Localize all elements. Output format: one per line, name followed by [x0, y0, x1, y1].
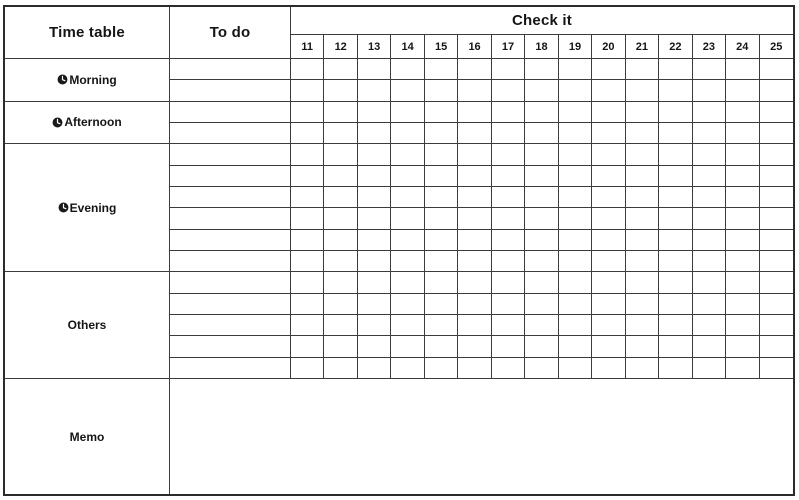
day-number-cell: 11: [291, 35, 324, 59]
check-cell[interactable]: [458, 102, 491, 123]
check-cell[interactable]: [391, 272, 424, 293]
check-cell[interactable]: [592, 336, 625, 357]
check-cell[interactable]: [458, 80, 491, 101]
todo-cell[interactable]: [170, 336, 291, 357]
check-cell[interactable]: [324, 144, 357, 165]
section-others: [5, 272, 170, 379]
check-cell[interactable]: [626, 272, 659, 293]
check-cell[interactable]: [391, 187, 424, 208]
section-label: Evening: [69, 200, 117, 215]
check-cell[interactable]: [726, 294, 759, 315]
check-cell[interactable]: [291, 294, 324, 315]
todo-cell[interactable]: [170, 187, 291, 208]
section-morning: [5, 59, 170, 102]
check-cell[interactable]: [358, 315, 391, 336]
check-cell[interactable]: [760, 230, 793, 251]
check-cell[interactable]: [324, 208, 357, 229]
check-cell[interactable]: [358, 251, 391, 272]
check-cell[interactable]: [693, 123, 726, 144]
check-cell[interactable]: [492, 272, 525, 293]
check-cell[interactable]: [291, 272, 324, 293]
check-cell[interactable]: [559, 208, 592, 229]
check-cell[interactable]: [726, 230, 759, 251]
day-number-cell: 20: [592, 35, 625, 59]
day-number-cell: 21: [626, 35, 659, 59]
check-cell[interactable]: [391, 336, 424, 357]
check-cell[interactable]: [425, 144, 458, 165]
check-cell[interactable]: [291, 123, 324, 144]
check-cell[interactable]: [358, 358, 391, 379]
day-number-cell: 24: [726, 35, 759, 59]
check-cell[interactable]: [525, 336, 558, 357]
check-cell[interactable]: [559, 187, 592, 208]
check-cell[interactable]: [492, 358, 525, 379]
check-cell[interactable]: [324, 315, 357, 336]
check-cell[interactable]: [458, 358, 491, 379]
day-number-cell: 25: [760, 35, 793, 59]
check-cell[interactable]: [726, 208, 759, 229]
check-cell[interactable]: [592, 251, 625, 272]
check-cell[interactable]: [559, 336, 592, 357]
check-cell[interactable]: [492, 336, 525, 357]
check-cell[interactable]: [693, 187, 726, 208]
check-cell[interactable]: [291, 102, 324, 123]
check-cell[interactable]: [659, 208, 692, 229]
check-cell[interactable]: [358, 166, 391, 187]
check-cell[interactable]: [425, 123, 458, 144]
check-cell[interactable]: [659, 230, 692, 251]
check-cell[interactable]: [726, 80, 759, 101]
check-cell[interactable]: [693, 102, 726, 123]
check-cell[interactable]: [425, 187, 458, 208]
check-cell[interactable]: [726, 59, 759, 80]
check-cell[interactable]: [693, 251, 726, 272]
check-cell[interactable]: [324, 187, 357, 208]
check-cell[interactable]: [425, 59, 458, 80]
check-cell[interactable]: [693, 315, 726, 336]
check-cell[interactable]: [626, 59, 659, 80]
check-cell[interactable]: [592, 208, 625, 229]
check-cell[interactable]: [391, 358, 424, 379]
check-cell[interactable]: [492, 102, 525, 123]
check-cell[interactable]: [559, 251, 592, 272]
check-cell[interactable]: [693, 166, 726, 187]
todo-cell[interactable]: [170, 272, 291, 293]
check-cell[interactable]: [391, 102, 424, 123]
check-cell[interactable]: [291, 80, 324, 101]
check-cell[interactable]: [291, 208, 324, 229]
check-cell[interactable]: [525, 59, 558, 80]
check-cell[interactable]: [492, 208, 525, 229]
check-cell[interactable]: [559, 294, 592, 315]
check-cell[interactable]: [525, 315, 558, 336]
check-cell[interactable]: [559, 102, 592, 123]
section-memo: [5, 379, 170, 494]
check-cell[interactable]: [525, 123, 558, 144]
check-cell[interactable]: [391, 230, 424, 251]
check-cell[interactable]: [592, 187, 625, 208]
check-cell[interactable]: [726, 315, 759, 336]
check-cell[interactable]: [358, 336, 391, 357]
check-cell[interactable]: [391, 315, 424, 336]
check-cell[interactable]: [525, 251, 558, 272]
check-cell[interactable]: [626, 336, 659, 357]
todo-cell[interactable]: [170, 251, 291, 272]
check-cell[interactable]: [726, 123, 759, 144]
section-label: Memo: [69, 429, 105, 444]
day-number-cell: 23: [693, 35, 726, 59]
check-cell[interactable]: [626, 251, 659, 272]
memo-area[interactable]: [170, 379, 793, 494]
check-cell[interactable]: [592, 102, 625, 123]
check-cell[interactable]: [425, 208, 458, 229]
check-cell[interactable]: [760, 336, 793, 357]
check-cell[interactable]: [760, 251, 793, 272]
check-cell[interactable]: [659, 251, 692, 272]
check-cell[interactable]: [425, 336, 458, 357]
check-cell[interactable]: [458, 294, 491, 315]
check-cell[interactable]: [425, 272, 458, 293]
check-cell[interactable]: [291, 315, 324, 336]
check-cell[interactable]: [559, 315, 592, 336]
check-cell[interactable]: [693, 294, 726, 315]
check-cell[interactable]: [425, 166, 458, 187]
check-cell[interactable]: [592, 59, 625, 80]
check-cell[interactable]: [659, 123, 692, 144]
check-cell[interactable]: [458, 272, 491, 293]
check-cell[interactable]: [693, 208, 726, 229]
check-cell[interactable]: [458, 144, 491, 165]
check-cell[interactable]: [425, 315, 458, 336]
check-cell[interactable]: [291, 230, 324, 251]
check-cell[interactable]: [324, 80, 357, 101]
day-number-cell: 22: [659, 35, 692, 59]
check-cell[interactable]: [458, 123, 491, 144]
check-cell[interactable]: [324, 123, 357, 144]
check-cell[interactable]: [760, 358, 793, 379]
check-cell[interactable]: [726, 102, 759, 123]
check-cell[interactable]: [391, 144, 424, 165]
check-cell[interactable]: [592, 272, 625, 293]
clock-icon: [52, 117, 63, 128]
check-cell[interactable]: [760, 187, 793, 208]
todo-cell[interactable]: [170, 102, 291, 123]
check-it-header: Check it: [291, 7, 793, 35]
check-cell[interactable]: [324, 358, 357, 379]
check-cell[interactable]: [324, 59, 357, 80]
check-cell[interactable]: [324, 102, 357, 123]
check-cell[interactable]: [693, 272, 726, 293]
check-cell[interactable]: [525, 144, 558, 165]
check-cell[interactable]: [626, 315, 659, 336]
todo-header: To do: [170, 7, 291, 59]
check-cell[interactable]: [559, 144, 592, 165]
todo-cell[interactable]: [170, 166, 291, 187]
check-cell[interactable]: [525, 80, 558, 101]
check-cell[interactable]: [726, 358, 759, 379]
check-cell[interactable]: [726, 251, 759, 272]
check-cell[interactable]: [492, 187, 525, 208]
day-number-cell: 13: [358, 35, 391, 59]
check-cell[interactable]: [324, 336, 357, 357]
check-cell[interactable]: [291, 336, 324, 357]
section-label: Morning: [69, 72, 117, 87]
check-cell[interactable]: [492, 123, 525, 144]
check-cell[interactable]: [492, 294, 525, 315]
check-cell[interactable]: [659, 166, 692, 187]
check-cell[interactable]: [525, 272, 558, 293]
check-cell[interactable]: [659, 315, 692, 336]
section-label: Afternoon: [64, 115, 122, 130]
check-cell[interactable]: [425, 294, 458, 315]
check-cell[interactable]: [425, 358, 458, 379]
check-cell[interactable]: [391, 208, 424, 229]
check-cell[interactable]: [626, 230, 659, 251]
check-cell[interactable]: [324, 294, 357, 315]
check-cell[interactable]: [458, 230, 491, 251]
check-cell[interactable]: [525, 358, 558, 379]
check-cell[interactable]: [760, 59, 793, 80]
check-cell[interactable]: [659, 336, 692, 357]
check-cell[interactable]: [626, 187, 659, 208]
check-cell[interactable]: [492, 315, 525, 336]
todo-cell[interactable]: [170, 358, 291, 379]
check-cell[interactable]: [358, 208, 391, 229]
check-cell[interactable]: [559, 166, 592, 187]
check-cell[interactable]: [525, 187, 558, 208]
check-cell[interactable]: [559, 230, 592, 251]
check-cell[interactable]: [693, 144, 726, 165]
check-cell[interactable]: [693, 358, 726, 379]
check-cell[interactable]: [525, 208, 558, 229]
check-cell[interactable]: [592, 123, 625, 144]
check-cell[interactable]: [760, 123, 793, 144]
check-cell[interactable]: [659, 358, 692, 379]
clock-icon: [58, 202, 69, 213]
check-cell[interactable]: [525, 166, 558, 187]
check-cell[interactable]: [592, 144, 625, 165]
check-cell[interactable]: [760, 315, 793, 336]
day-number-cell: 19: [559, 35, 592, 59]
day-number-cell: 17: [492, 35, 525, 59]
check-cell[interactable]: [659, 102, 692, 123]
check-cell[interactable]: [458, 251, 491, 272]
check-cell[interactable]: [659, 144, 692, 165]
section-evening: [5, 144, 170, 272]
check-cell[interactable]: [391, 80, 424, 101]
check-cell[interactable]: [291, 187, 324, 208]
check-cell[interactable]: [760, 144, 793, 165]
check-cell[interactable]: [324, 230, 357, 251]
check-cell[interactable]: [391, 251, 424, 272]
check-cell[interactable]: [726, 187, 759, 208]
clock-icon: [57, 74, 68, 85]
check-cell[interactable]: [626, 358, 659, 379]
check-cell[interactable]: [358, 272, 391, 293]
day-number-cell: 18: [525, 35, 558, 59]
check-cell[interactable]: [358, 230, 391, 251]
check-cell[interactable]: [659, 59, 692, 80]
check-cell[interactable]: [760, 294, 793, 315]
check-cell[interactable]: [358, 187, 391, 208]
check-cell[interactable]: [291, 166, 324, 187]
check-cell[interactable]: [358, 294, 391, 315]
check-cell[interactable]: [760, 102, 793, 123]
check-cell[interactable]: [425, 251, 458, 272]
check-cell[interactable]: [391, 59, 424, 80]
check-cell[interactable]: [592, 80, 625, 101]
check-cell[interactable]: [726, 272, 759, 293]
check-cell[interactable]: [626, 144, 659, 165]
check-cell[interactable]: [626, 166, 659, 187]
check-cell[interactable]: [324, 251, 357, 272]
check-cell[interactable]: [659, 187, 692, 208]
check-cell[interactable]: [291, 251, 324, 272]
day-number-cell: 16: [458, 35, 491, 59]
check-cell[interactable]: [626, 102, 659, 123]
check-cell[interactable]: [760, 166, 793, 187]
check-cell[interactable]: [458, 336, 491, 357]
check-cell[interactable]: [525, 230, 558, 251]
check-cell[interactable]: [492, 144, 525, 165]
section-afternoon: [5, 102, 170, 145]
check-cell[interactable]: [525, 294, 558, 315]
check-cell[interactable]: [358, 144, 391, 165]
check-cell[interactable]: [559, 358, 592, 379]
check-cell[interactable]: [492, 166, 525, 187]
time-table-header: Time table: [5, 7, 170, 59]
check-cell[interactable]: [592, 294, 625, 315]
check-cell[interactable]: [626, 123, 659, 144]
check-cell[interactable]: [458, 59, 491, 80]
check-cell[interactable]: [391, 294, 424, 315]
check-cell[interactable]: [760, 272, 793, 293]
check-cell[interactable]: [760, 208, 793, 229]
check-cell[interactable]: [659, 272, 692, 293]
check-cell[interactable]: [425, 80, 458, 101]
check-cell[interactable]: [458, 315, 491, 336]
check-cell[interactable]: [726, 166, 759, 187]
check-cell[interactable]: [726, 144, 759, 165]
todo-cell[interactable]: [170, 230, 291, 251]
day-number-cell: 12: [324, 35, 357, 59]
check-cell[interactable]: [592, 166, 625, 187]
check-cell[interactable]: [693, 80, 726, 101]
check-cell[interactable]: [592, 315, 625, 336]
check-cell[interactable]: [626, 80, 659, 101]
check-cell[interactable]: [391, 166, 424, 187]
check-cell[interactable]: [291, 144, 324, 165]
check-cell[interactable]: [626, 208, 659, 229]
check-cell[interactable]: [291, 358, 324, 379]
check-cell[interactable]: [458, 208, 491, 229]
timetable-grid: [3, 5, 795, 496]
check-cell[interactable]: [358, 80, 391, 101]
section-label: Others: [67, 318, 107, 333]
todo-cell[interactable]: [170, 123, 291, 144]
day-number-cell: 14: [391, 35, 424, 59]
check-cell[interactable]: [492, 230, 525, 251]
check-cell[interactable]: [693, 230, 726, 251]
check-cell[interactable]: [358, 123, 391, 144]
check-cell[interactable]: [726, 336, 759, 357]
check-cell[interactable]: [458, 187, 491, 208]
check-cell[interactable]: [358, 102, 391, 123]
check-cell[interactable]: [425, 230, 458, 251]
check-cell[interactable]: [693, 336, 726, 357]
check-cell[interactable]: [425, 102, 458, 123]
todo-cell[interactable]: [170, 80, 291, 101]
check-cell[interactable]: [693, 59, 726, 80]
check-cell[interactable]: [559, 59, 592, 80]
check-cell[interactable]: [291, 59, 324, 80]
check-cell[interactable]: [559, 80, 592, 101]
check-cell[interactable]: [592, 358, 625, 379]
check-cell[interactable]: [659, 80, 692, 101]
todo-cell[interactable]: [170, 144, 291, 165]
check-cell[interactable]: [458, 166, 491, 187]
check-cell[interactable]: [492, 251, 525, 272]
check-cell[interactable]: [626, 294, 659, 315]
check-cell[interactable]: [559, 123, 592, 144]
todo-cell[interactable]: [170, 59, 291, 80]
day-number-cell: 15: [425, 35, 458, 59]
check-cell[interactable]: [760, 80, 793, 101]
check-cell[interactable]: [492, 80, 525, 101]
check-cell[interactable]: [525, 102, 558, 123]
check-cell[interactable]: [592, 230, 625, 251]
check-cell[interactable]: [358, 59, 391, 80]
todo-cell[interactable]: [170, 208, 291, 229]
check-cell[interactable]: [492, 59, 525, 80]
check-cell[interactable]: [324, 272, 357, 293]
todo-cell[interactable]: [170, 315, 291, 336]
check-cell[interactable]: [659, 294, 692, 315]
check-cell[interactable]: [559, 272, 592, 293]
check-cell[interactable]: [324, 166, 357, 187]
check-cell[interactable]: [391, 123, 424, 144]
todo-cell[interactable]: [170, 294, 291, 315]
